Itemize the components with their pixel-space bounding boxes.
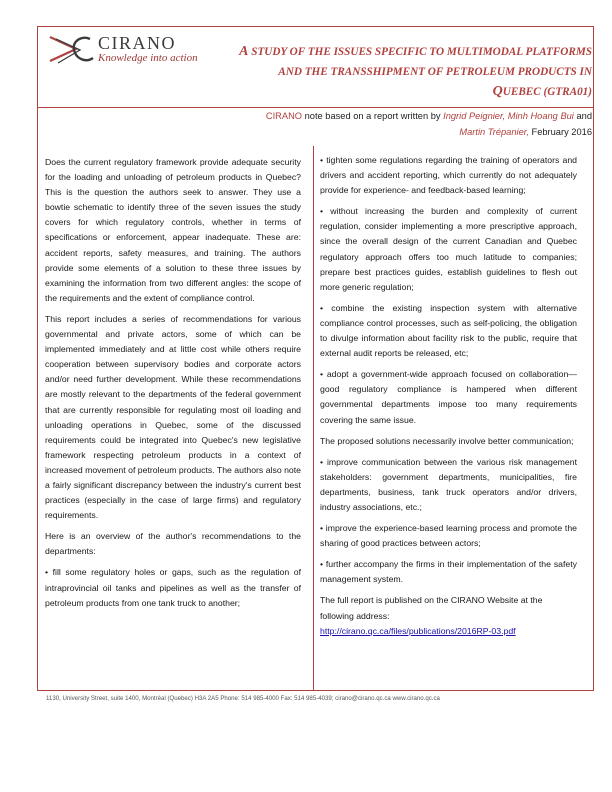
header-rule bbox=[37, 107, 594, 108]
cirano-logo bbox=[46, 33, 226, 67]
list-item: • tighten some regulations regarding the training of operators and drivers and accident reporting, which currently do not adequately provide for experience- and feedback-based learning; bbox=[320, 155, 577, 196]
title-line-1: A STUDY OF THE ISSUES SPECIFIC TO MULTIMODAL PLATFORMS bbox=[239, 44, 592, 59]
paragraph: The proposed solutions necessarily involve better communication; bbox=[320, 435, 574, 446]
list-item: • adopt a government-wide approach focused on collaboration—good regulatory compliance is hampered when different governmental departments impose too many requirements covering the same issue. bbox=[320, 369, 577, 425]
column-divider bbox=[313, 146, 314, 691]
byline-authors: Ingrid Peignier, Minh Hoang Bui bbox=[443, 111, 574, 121]
list-item: • without increasing the burden and complexity of current regulation, consider implementing a more prescriptive approach, since the overall design of the current Canadian and Quebec regulatory approach offers too much latitude to companies; prepare best practices guides, establish guidelines to flesh out more generic regulation; bbox=[320, 206, 577, 292]
paragraph: Does the current regulatory framework provide adequate security for the loading and unloading of petroleum products in Quebec? This is the question the authors seek to answer. They use a bowtie schematic to identify three of the seven issues the study covers for which regulatory controls, whether in terms of specifications or enforcement, appear inadequate. These are: accident reports, safety measures, and training. The authors provide some elements of a solution to these three issues by examining the information from two different angles: the scope of the requirements and the extent of compliance control. bbox=[45, 157, 301, 303]
list-item: • improve communication between the various risk management stakeholders: government departments, municipalities, fire departments, business, tank truck operators and/or drivers, industry associations, etc.; bbox=[320, 456, 577, 512]
full-report-note: The full report is published on the CIRANO Website at the following address: http://cirano.qc.ca/files/publications/2016RP-03.pdf bbox=[320, 595, 543, 636]
footer-address: 1130, University Street, suite 1400, Montréal (Quebec) H3A 2A5 Phone: 514 985-4000 Fax: 514 985-4039; cirano@cirano.qc.ca www.cirano.qc.ca bbox=[46, 695, 440, 702]
logo-tagline: Knowledge into action bbox=[98, 52, 198, 64]
full-report-link[interactable]: http://cirano.qc.ca/files/publications/2016RP-03.pdf bbox=[320, 625, 516, 636]
byline: CIRANO note based on a report written by Ingrid Peignier, Minh Hoang Bui and Martin Trépanier, February 2016 bbox=[265, 111, 592, 137]
list-item: • fill some regulatory holes or gaps, such as the regulation of intraprovincial oil tanks and pipelines as well as the transfer of petroleum products from one tank truck to another; bbox=[45, 567, 301, 608]
right-column bbox=[320, 153, 577, 645]
byline-brand: CIRANO bbox=[265, 111, 303, 121]
paragraph: Here is an overview of the author's recommendations to the departments: bbox=[45, 531, 301, 557]
byline-authors-2: Martin Trépanier, bbox=[459, 126, 529, 137]
cirano-logo-mark-icon bbox=[46, 33, 96, 65]
logo-name: CIRANO bbox=[98, 33, 177, 53]
list-item: • further accompany the firms in their implementation of the safety management system. bbox=[320, 559, 577, 585]
title-line-3: QUEBEC (GTRA01) bbox=[492, 84, 592, 99]
document-title bbox=[232, 42, 592, 102]
paragraph: This report includes a series of recommendations for various governmental and private actors, some of which can be implemented immediately and at little cost while others require cooperation between supervisory bodies and corporate actors and/or need further development. While these recommendations are mostly relevant to the departments of the federal government that are currently responsible for regulating most oil loading and unloading operations in Quebec, some of the discussed requirements could be integrated into Quebec's new legislative framework respecting petroleum products in a context of increased movement of petroleum products. The authors also note a fairly significant discrepancy between the industry's current best practices (especially in the case of large firms) and regulatory requirements. bbox=[45, 313, 301, 521]
list-item: • combine the existing inspection system with alternative compliance control processes, such as self-policing, the obligation to divulge information about facility risk to the public, require that external audit reports be released, etc; bbox=[320, 302, 577, 359]
list-item: • improve the experience-based learning process and promote the sharing of good practices between actors; bbox=[320, 523, 577, 549]
title-line-2: AND THE TRANSSHIPMENT OF PETROLEUM PRODUCTS IN bbox=[278, 66, 592, 78]
byline-date: February 2016 bbox=[528, 126, 592, 137]
left-column bbox=[45, 155, 301, 617]
